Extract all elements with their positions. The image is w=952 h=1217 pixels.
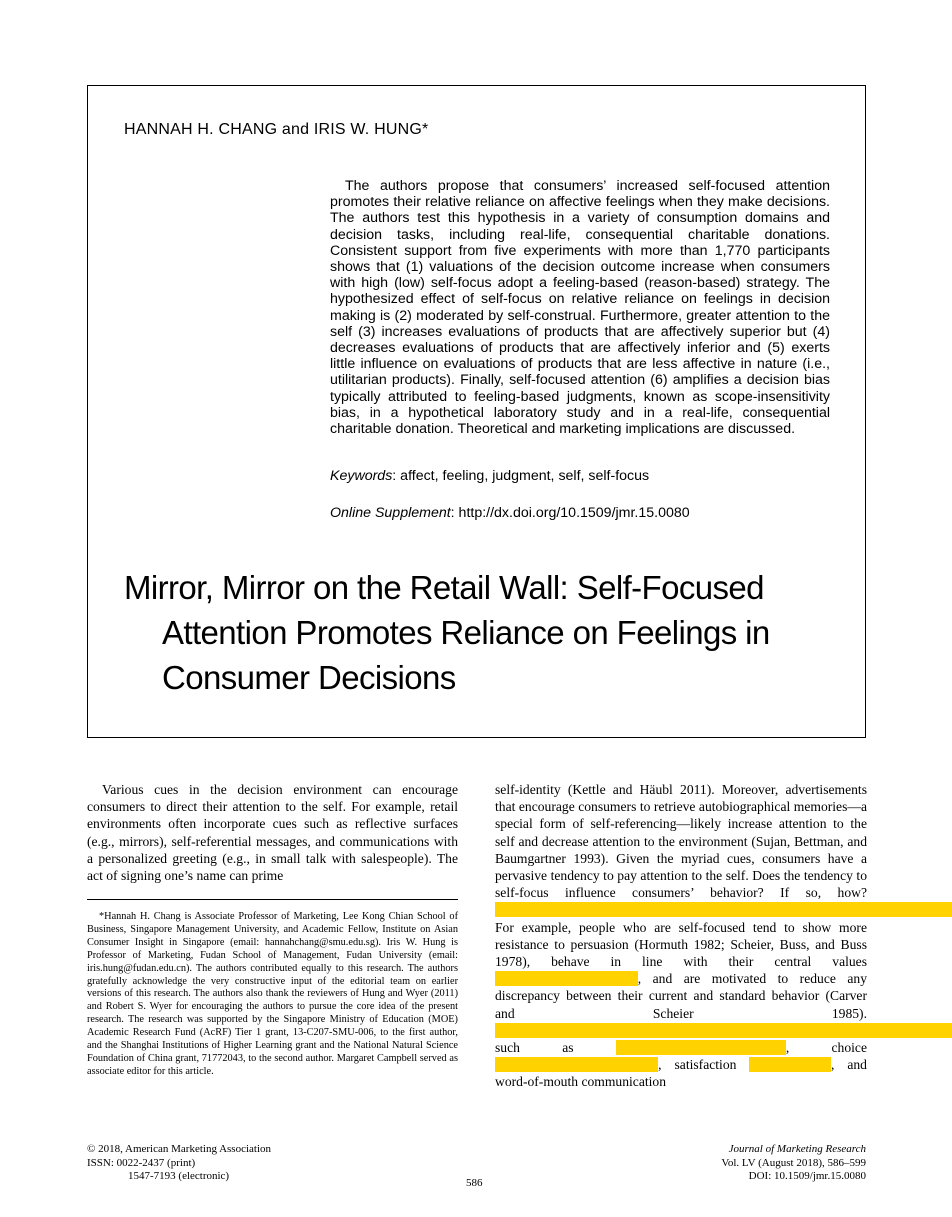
doi[interactable]: DOI: 10.1509/jmr.15.0080 — [748, 1170, 866, 1183]
keywords — [330, 468, 649, 484]
supplement-link[interactable]: : http://dx.doi.org/10.1509/jmr.15.0080 — [450, 505, 690, 521]
right-text-g: , and word-of-mouth communication — [495, 1057, 867, 1090]
volume-info: Vol. LV (August 2018), 586–599 — [721, 1156, 866, 1169]
issn-electronic: 1547-7193 (electronic) — [128, 1170, 230, 1183]
footer-right — [721, 1143, 866, 1184]
right-text-b: For example, people who are self-focused tend to show more resistance to persuasion (Hormuth 1982; Scheier, Buss, and Buss 1978), behave in line with their central values — [495, 919, 867, 970]
highlight-redaction — [616, 1040, 786, 1055]
highlight-redaction — [749, 1057, 831, 1072]
highlight-redaction — [495, 971, 638, 986]
copyright: © 2018, American Marketing Association — [87, 1143, 272, 1155]
abstract: The authors propose that consumers’ increased self-focused attention promotes their relative reliance on affective feelings when they make decisions. The authors test this hypothesis in a variety of consumption domains and decision tasks, including real-life, consequential charitable donations. Consistent support from five experiments with more than 1,770 participants shows that (1) valuations of the decision outcome increase when consumers with high (low) self-focus adopt a feeling-based (reason-based) strategy. The hypothesized effect of self-focus on relative reliance on feelings in decision making is (2) moderated by self-construal. Furthermore, greater attention to the self (3) increases evaluations of products that are affectively superior but (4) decreases evaluations of products that are affectively inferior and (5) exerts little influence on evaluations of products that are less affective in nature (i.e., utilitarian products). Finally, self-focused attention (6) amplifies a decision bias typically attributed to feeling-based judgments, known as scope-insensitivity bias, in a hypothetical laboratory study and in a real-life, consequential charitable donation. Theoretical and marketing implications are discussed. — [330, 178, 830, 438]
right-text-f: , satisfaction — [658, 1057, 737, 1073]
article-title: Mirror, Mirror on the Retail Wall: Self-Focused Attention Promotes Reliance on Feelings in Consumer Decisions — [124, 569, 770, 696]
right-text-e: , choice — [785, 1040, 867, 1056]
highlight-redaction — [495, 1057, 658, 1072]
footer-left — [87, 1143, 271, 1184]
page-number: 586 — [466, 1177, 483, 1189]
online-supplement — [330, 505, 690, 521]
intro-paragraph: Various cues in the decision environment can encourage consumers to direct their attention to the self. For example, retail environments often incorporate cues such as reflective surfaces (e.g., mirrors), self-referential messages, and communications with a personalized greeting (e.g., in small talk with salespeople). The act of signing one’s name can prime — [87, 782, 458, 884]
right-text-c: , and are motivated to reduce any discrepancy between their current and standard behavior (Carver and Scheier 1985). — [495, 971, 867, 1021]
keywords-label: Keywords — [330, 468, 393, 484]
supplement-label: Online Supplement — [330, 505, 451, 521]
authors: HANNAH H. CHANG and IRIS W. HUNG* — [124, 121, 429, 138]
journal-name: Journal of Marketing Research — [728, 1143, 866, 1155]
highlight-redaction — [495, 902, 952, 917]
right-text-a: self-identity (Kettle and Häubl 2011). Moreover, advertisements that encourage consumers to retrieve autobiographical memories—a special form of self-referencing—likely increase attention to the self and decrease attention to the environment (Sujan, Bettman, and Baumgartner 1993). Given the myriad cues, consumers have a pervasive tendency to pay attention to the self. Does the tendency to self-focus influence consumers’ behavior? If so, how? — [495, 782, 867, 901]
right-text-d: such as — [495, 1040, 574, 1056]
issn-print: ISSN: 0022-2437 (print) — [87, 1156, 196, 1169]
footnote-rule — [87, 899, 458, 900]
right-column-text — [495, 781, 867, 1091]
keywords-text: : affect, feeling, judgment, self, self-focus — [392, 468, 650, 484]
author-footnote: *Hannah H. Chang is Associate Professor of Marketing, Lee Kong Chian School of Business, Singapore Management University, and Academic Fellow, Institute on Asian Consumer Insight in Singapore (email: hannahchang@smu.edu.sg). Iris W. Hung is Professor of Marketing, Fudan School of Management, Fudan University (email: iris.hung@fudan.edu.cn). The authors contributed equally to this research. The authors gratefully acknowledge the very constructive input of the editorial team on earlier versions of this research. The authors also thank the reviewers of Hung and Wyer (2011) and Robert S. Wyer for encouraging the authors to pursue the core idea of the present research. The research was supported by the Singapore Ministry of Education (MOE) Academic Research Fund (AcRF) Tier 1 grant, 13-C207-SMU-006, to the first author, and the Shanghai Institutions of Higher Learning grant and the National Natural Science Foundation of China grant, 71772043, to the second author. Margaret Campbell served as associate editor for this article. — [87, 911, 458, 1077]
highlight-redaction — [495, 1023, 952, 1038]
